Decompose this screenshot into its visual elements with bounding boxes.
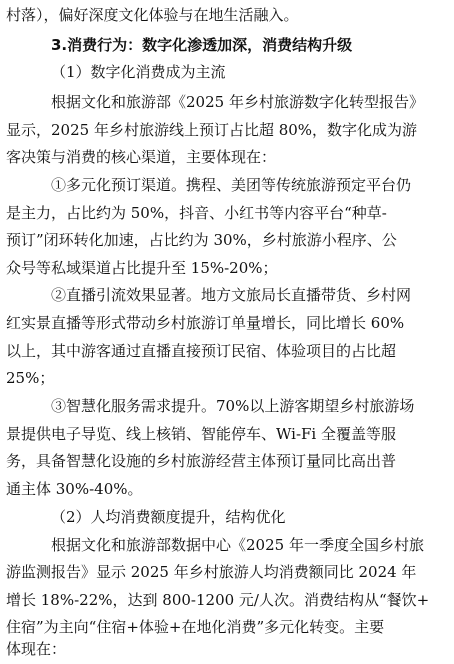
- text-line: 体现在：: [6, 640, 67, 658]
- text-line: 根据文化和旅游部《2025 年乡村旅游数字化转型报告》: [51, 93, 424, 111]
- text-line: 通主体 30%-40%。: [6, 480, 143, 498]
- text-line: 务，具备智慧化设施的乡村旅游经营主体预订量同比高出普: [6, 452, 397, 470]
- section-heading: 3.消费行为：数字化渗透加深，消费结构升级: [51, 36, 353, 54]
- text-line: 众号等私域渠道占比提升至 15%-20%；: [6, 259, 278, 277]
- text-line: 住宿”为主向“住宿+体验+在地化消费”多元化转变。主要: [6, 618, 385, 636]
- text-line: 根据文化和旅游部数据中心《2025 年一季度全国乡村旅: [51, 536, 424, 554]
- text-line: 25%；: [6, 369, 55, 387]
- text-line: 显示，2025 年乡村旅游线上预订占比超 80%，数字化成为游: [6, 121, 418, 139]
- text-line: 以上，其中游客通过直播直接预订民宿、体验项目的占比超: [6, 342, 397, 360]
- text-line: 客决策与消费的核心渠道，主要体现在：: [6, 148, 277, 166]
- text-line: 游监测报告》显示 2025 年乡村旅游人均消费额同比 2024 年: [6, 563, 417, 581]
- subsection-heading: （1）数字化消费成为主流: [51, 63, 226, 81]
- text-line: ①多元化预订渠道。携程、美团等传统旅游预定平台仍: [51, 176, 412, 194]
- text-line: 村落），偏好深度文化体验与在地生活融入。: [6, 6, 299, 24]
- text-line: 增长 18%-22%，达到 800-1200 元/人次。消费结构从“餐饮+: [6, 591, 430, 609]
- text-line: ③智慧化服务需求提升。70%以上游客期望乡村旅游场: [51, 397, 415, 415]
- subsection-heading: （2）人均消费额度提升，结构优化: [51, 508, 286, 526]
- text-line: ②直播引流效果显著。地方文旅局长直播带货、乡村网: [51, 286, 412, 304]
- text-line: 红实景直播等形式带动乡村旅游订单量增长，同比增长 60%: [6, 314, 405, 332]
- text-line: 景提供电子导览、线上核销、智能停车、Wi-Fi 全覆盖等服: [6, 425, 396, 443]
- text-line: 预订”闭环转化加速，占比约为 30%，乡村旅游小程序、公: [6, 231, 397, 249]
- text-line: 是主力，占比约为 50%，抖音、小红书等内容平台“种草-: [6, 204, 387, 222]
